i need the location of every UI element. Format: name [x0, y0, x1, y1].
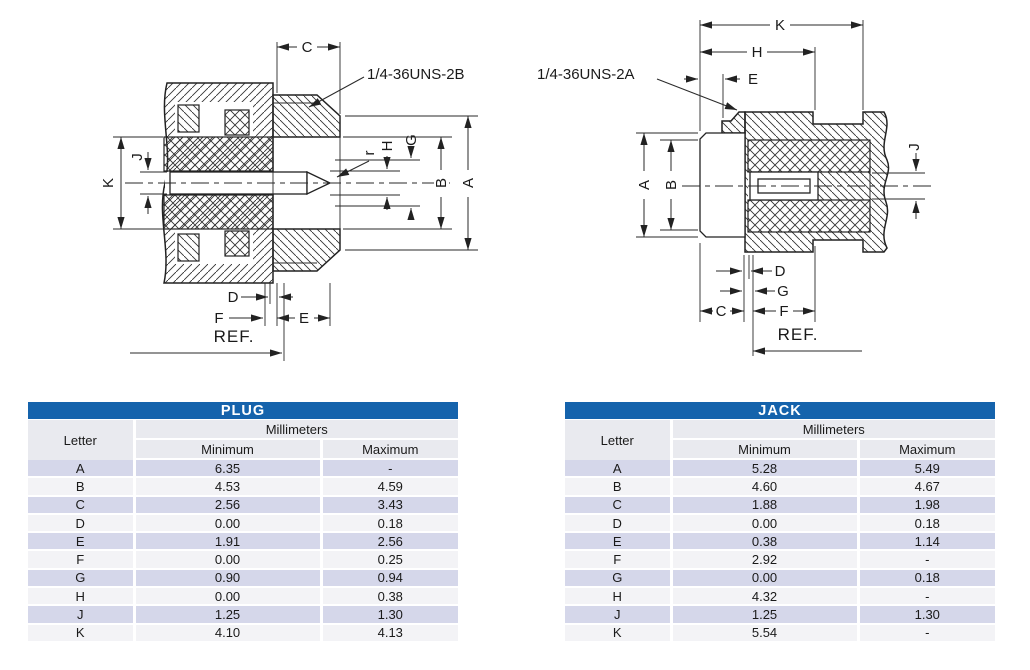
max-cell: 0.18	[323, 515, 458, 533]
max-cell: 4.59	[323, 478, 458, 496]
jack-dim-label-e: E	[748, 71, 759, 88]
plug-dim-label-g: G	[403, 134, 420, 146]
table-row	[28, 533, 458, 551]
letter-cell: J	[28, 606, 136, 624]
letter-cell: K	[28, 625, 136, 643]
min-cell: 0.00	[136, 588, 323, 606]
table-row	[565, 460, 995, 478]
letter-cell: G	[565, 570, 673, 588]
jack-dim-label-g: G	[777, 283, 789, 300]
jack-unit-header: Millimeters	[673, 420, 996, 440]
min-cell: 0.00	[673, 515, 860, 533]
table-row	[28, 570, 458, 588]
min-cell: 1.25	[673, 606, 860, 624]
plug-min-header: Minimum	[136, 440, 323, 460]
table-row	[565, 515, 995, 533]
max-cell: 1.98	[860, 497, 995, 515]
max-cell: 1.14	[860, 533, 995, 551]
min-cell: 2.56	[136, 497, 323, 515]
min-cell: 0.00	[136, 551, 323, 569]
max-cell: 0.18	[860, 570, 995, 588]
plug-spec-table	[28, 402, 458, 643]
jack-front-flange	[700, 133, 745, 237]
coupling-nut-top	[273, 95, 340, 137]
min-cell: 4.32	[673, 588, 860, 606]
jack-thread-label: 1/4-36UNS-2A	[537, 66, 635, 83]
letter-cell: E	[565, 533, 673, 551]
letter-cell: F	[28, 551, 136, 569]
jack-letter-header: Letter	[565, 420, 673, 460]
letter-cell: C	[565, 497, 673, 515]
min-cell: 4.60	[673, 478, 860, 496]
jack-body-geometry	[682, 112, 932, 252]
min-cell: 0.90	[136, 570, 323, 588]
letter-cell: F	[565, 551, 673, 569]
letter-cell: G	[28, 570, 136, 588]
jack-dim-label-h: H	[751, 44, 763, 61]
table-row	[565, 625, 995, 643]
table-row	[28, 588, 458, 606]
letter-cell: A	[28, 460, 136, 478]
letter-cell: D	[565, 515, 673, 533]
plug-dim-label-a: A	[460, 177, 477, 189]
jack-dim-label-d: D	[774, 263, 786, 280]
min-cell: 0.00	[673, 570, 860, 588]
letter-cell: B	[565, 478, 673, 496]
min-cell: 1.88	[673, 497, 860, 515]
letter-cell: K	[565, 625, 673, 643]
coupling-nut-bottom	[273, 229, 340, 271]
max-cell: -	[860, 551, 995, 569]
min-cell: 0.00	[136, 515, 323, 533]
max-cell: 0.18	[860, 515, 995, 533]
jack-drawing	[537, 17, 932, 356]
letter-cell: B	[28, 478, 136, 496]
table-row	[565, 570, 995, 588]
table-row	[565, 478, 995, 496]
letter-cell: D	[28, 515, 136, 533]
letter-cell: A	[565, 460, 673, 478]
plug-thread-label: 1/4-36UNS-2B	[367, 66, 465, 83]
table-row	[565, 551, 995, 569]
plug-table-title: PLUG	[28, 402, 458, 420]
table-row	[28, 625, 458, 643]
plug-dimensions	[100, 39, 478, 361]
max-cell: 0.94	[323, 570, 458, 588]
max-cell: -	[860, 588, 995, 606]
min-cell: 4.10	[136, 625, 323, 643]
plug-dim-label-d: D	[227, 289, 239, 306]
plug-letter-header: Letter	[28, 420, 136, 460]
min-cell: 2.92	[673, 551, 860, 569]
max-cell: 1.30	[860, 606, 995, 624]
jack-dim-label-j: J	[906, 143, 923, 151]
max-cell: 0.38	[323, 588, 458, 606]
table-row	[28, 460, 458, 478]
plug-drawing	[100, 39, 478, 361]
table-row	[565, 533, 995, 551]
plug-dim-label-e: E	[298, 310, 310, 327]
jack-min-header: Minimum	[673, 440, 860, 460]
plug-dim-label-f: F	[214, 310, 224, 327]
letter-cell: H	[565, 588, 673, 606]
jack-ref-label: REF.	[777, 325, 819, 344]
table-row	[28, 515, 458, 533]
jack-dim-label-k: K	[774, 17, 786, 34]
jack-dim-label-b: B	[663, 179, 680, 191]
plug-dim-label-k: K	[100, 177, 117, 189]
table-row	[565, 497, 995, 515]
max-cell: 5.49	[860, 460, 995, 478]
min-cell: 1.25	[136, 606, 323, 624]
plug-dim-label-r: r	[361, 150, 378, 156]
max-cell: 4.67	[860, 478, 995, 496]
max-cell: -	[860, 625, 995, 643]
table-row	[28, 606, 458, 624]
table-row	[565, 606, 995, 624]
letter-cell: E	[28, 533, 136, 551]
jack-spec-table	[565, 402, 995, 643]
max-cell: 1.30	[323, 606, 458, 624]
min-cell: 5.28	[673, 460, 860, 478]
max-cell: 2.56	[323, 533, 458, 551]
plug-ref-label: REF.	[213, 327, 255, 346]
max-cell: -	[323, 460, 458, 478]
min-cell: 6.35	[136, 460, 323, 478]
plug-unit-header: Millimeters	[136, 420, 459, 440]
plug-dim-label-c: C	[301, 39, 313, 56]
plug-dim-label-j: J	[129, 153, 146, 161]
table-row	[565, 588, 995, 606]
jack-dim-label-c: C	[715, 303, 727, 320]
plug-dim-label-h: H	[379, 140, 396, 152]
max-cell: 4.13	[323, 625, 458, 643]
jack-dim-label-a: A	[636, 179, 653, 191]
plug-dim-label-b: B	[433, 177, 450, 189]
min-cell: 1.91	[136, 533, 323, 551]
letter-cell: J	[565, 606, 673, 624]
min-cell: 5.54	[673, 625, 860, 643]
min-cell: 4.53	[136, 478, 323, 496]
jack-max-header: Maximum	[860, 440, 995, 460]
letter-cell: C	[28, 497, 136, 515]
jack-dim-label-f: F	[779, 303, 789, 320]
max-cell: 0.25	[323, 551, 458, 569]
table-row	[28, 551, 458, 569]
letter-cell: H	[28, 588, 136, 606]
table-row	[28, 497, 458, 515]
max-cell: 3.43	[323, 497, 458, 515]
min-cell: 0.38	[673, 533, 860, 551]
jack-table-title: JACK	[565, 402, 995, 420]
plug-body-geometry	[125, 83, 452, 283]
plug-max-header: Maximum	[323, 440, 458, 460]
table-row	[28, 478, 458, 496]
